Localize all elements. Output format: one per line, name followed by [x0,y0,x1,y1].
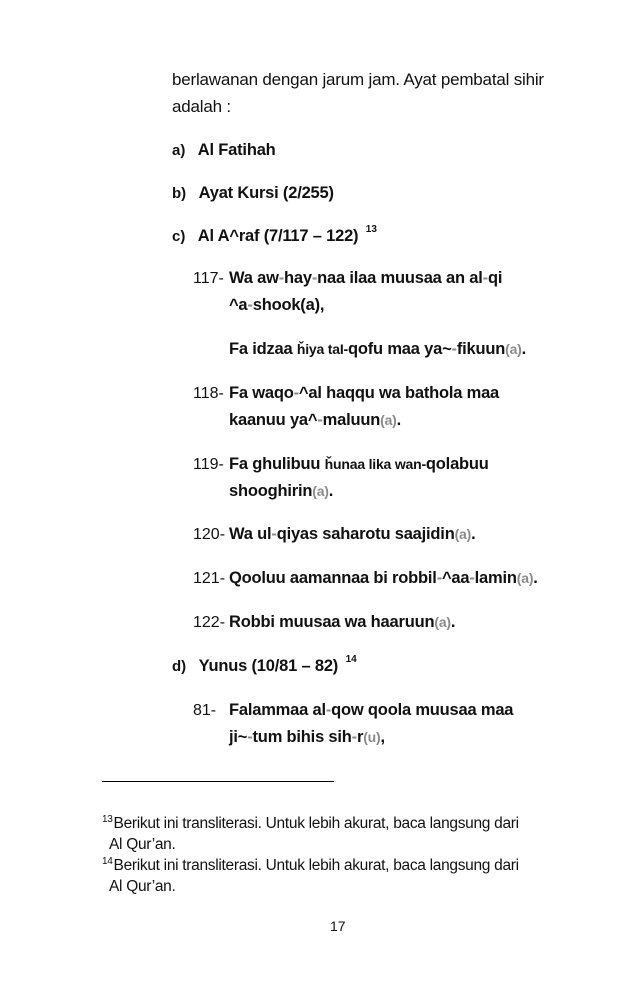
list-item-b [172,184,334,203]
page-number: 17 [330,918,346,934]
footnote-13-line-2: Al Qur’an. [109,836,176,853]
verse-81-line-2: ji~-tum bihis sih-r(u), [229,728,385,746]
verse-number: 117- [193,270,224,287]
verse-117-line-3: Fa idzaa ȟiya taI-qofu maa ya~-fikuun(a). [229,340,527,358]
list-item-a [172,141,276,160]
list-label: c) [172,228,186,245]
footnote-divider [102,781,334,782]
footnote-14-line-2: Al Qur’an. [109,878,176,895]
list-heading: Al A^raf (7/117 – 122) [197,227,359,245]
verse-120-line-1: Wa ul-qiyas saharotu saajidin(a). [229,525,476,543]
intro-line-1: berlawanan dengan jarum jam. Ayat pembatal sihir [172,70,544,89]
verse-number: 121- [193,570,226,587]
verse-118-line-2: kaanuu ya^-maluun(a). [229,411,402,429]
footnote-ref[interactable]: 13 [365,224,377,235]
list-item-c [172,224,377,246]
verse-117-line-1: Wa aw-hay-naa ilaa muusaa an al-qi [229,269,503,287]
verse-number: 120- [193,526,226,543]
intro-line-2: adalah : [172,97,231,116]
verse-118-line-1: Fa waqo-^al haqqu wa bathola maa [229,384,500,402]
verse-number: 81- [193,702,217,719]
list-heading: Al Fatihah [197,141,276,159]
footnote-ref[interactable]: 14 [345,654,357,665]
list-label: d) [172,658,187,675]
verse-119-line-1: Fa ghulibuu ȟunaa lika wan-qolabuu [229,455,489,473]
footnote-number: 13 [102,814,113,825]
list-item-d [172,654,357,676]
verse-number: 118- [193,385,224,402]
verse-122-line-1: Robbi muusaa wa haaruun(a). [229,613,456,631]
verse-81-line-1: Falammaa al-qow qoola muusaa maa [229,701,514,719]
footnote-number: 14 [102,856,113,867]
list-label: b) [172,185,187,202]
list-label: a) [172,142,186,159]
verse-117-line-2: ^a-shook(a), [229,296,325,314]
list-heading: Ayat Kursi (2/255) [198,184,334,202]
verse-121-line-1: Qooluu aamannaa bi robbil-^aa-lamin(a). [229,569,538,587]
list-heading: Yunus (10/81 – 82) [198,657,339,675]
verse-number: 122- [193,614,226,631]
footnote-14: $^{14}$Berikut ini transliterasi. Untuk lebih akurat, baca langsung dari [102,856,519,874]
verse-number: 119- [193,456,224,473]
footnote-13: $^{13}$Berikut ini transliterasi. Untuk lebih akurat, baca langsung dari [102,814,519,832]
verse-119-line-2: shooghirin(a). [229,482,334,500]
